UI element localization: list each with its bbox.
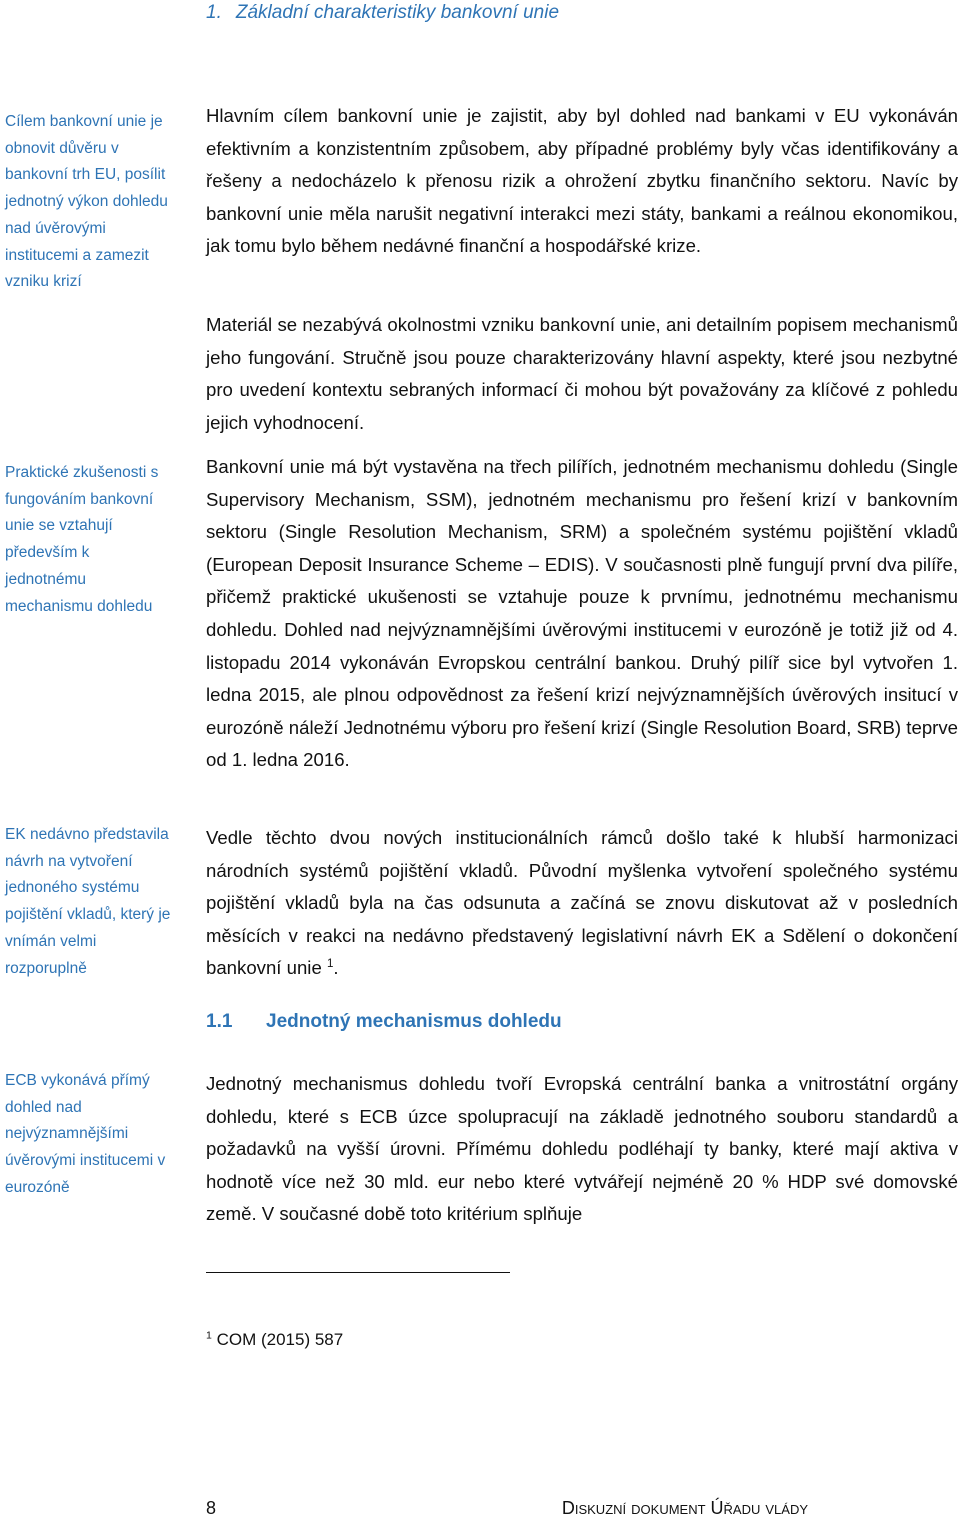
paragraph-scope: Materiál se nezabývá okolnostmi vzniku bankovní unie, ani detailním popisem mechanismů jeho fungování. Stručně jsou pouze charakterizovány hlavní aspekty, které jsou nezbytné pro uvedení kontextu sebraných informací či mohou být považovány za klíčové z pohledu jejich vyhodnocení. [206,314,958,433]
paragraph-goal: Hlavním cílem bankovní unie je zajistit, aby byl dohled nad bankami v EU vykonáván efektivním a konzistentním způsobem, aby případné problémy byly včas identifikovány a řešeny a nedocházelo k přenosu rizik a ohrožení zbytku finančního sektoru. Navíc by bankovní unie měla narušit negativní interakci mezi státy, bankami a reálnou ekonomikou, jak tomu bylo během nedávné finanční a hospodářské krize. [206,105,958,257]
footnote-mark: 1 [206,1329,212,1342]
margin-note-edis: EK nedávno představila návrh na vytvoření jednoného systému pojištění vkladů, který je vnímán velmi rozporuplně [5,826,171,977]
paragraph-pillars: Bankovní unie má být vystavěna na třech pilířích, jednotném mechanismu dohledu (Single Supervisory Mechanism, SSM), jednotném mechanismu pro řešení krizí v bankovním sektoru (Single Resolution Mechanism, SRM) a společném systému pojištění vkladů (European Deposit Insurance Scheme – EDIS). V současnosti plně fungují první dva pilíře, přičemž praktické ukušenosti se vztahuje pouze k prvnímu, jednotnému mechanismu dohledu. Dohled nad nejvýznamnějšími úvěrovými institucemi v eurozóně je totiž již od 4. listopadu 2014 vykonáván Evropskou centrální bankou. Druhý pilíř sice byl vytvořen 1. ledna 2015, ale plnou odpovědnost za řešení krizí nejvýznamnějších úvěrových insitucí v eurozóně náleží Jednotnému výboru pro řešení krizí (Single Resolution Board, SRB) teprve od 1. ledna 2016. [206,456,958,771]
footnote-separator [206,1272,510,1273]
page-number: 8 [206,1498,217,1518]
margin-note-ecb: ECB vykonává přímý dohled nad nejvýznamnějšími úvěrovými institucemi v eurozóně [5,1072,166,1196]
margin-note-experience: Praktické zkušenosti s fungováním bankovní unie se vztahují především k jednotnému mechanismu dohledu [5,464,159,615]
paragraph-end-mark: . [333,957,339,979]
subsection-number: 1.1 [206,1011,233,1032]
section-number: 1. [206,2,222,23]
subsection-title: Jednotný mechanismus dohledu [266,1011,562,1032]
paragraph-deposit-insurance-text: Vedle těchto dvou nových institucionálních rámců došlo také k hlubší harmonizaci národních systémů pojištění vkladů. Původní myšlenka vytvoření společného systému pojištění vkladů byla na čas odsunuta a začíná se znovu diskutovat až v posledních měsících v reakci na nedávno představený legislativní návrh EK a Sdělení o dokončení bankovní unie [206,827,958,979]
paragraph-deposit-insurance [206,822,958,985]
subsection-heading [206,1011,562,1033]
footnote [206,1330,343,1350]
section-heading [206,2,559,24]
footnote-text: COM (2015) 587 [216,1330,344,1349]
margin-note-goal: Cílem bankovní unie je obnovit důvěru v bankovní trh EU, posílit jednotný výkon dohledu nad úvěrovými institucemi a zamezit vzniku krizí [5,113,168,291]
footnote-reference[interactable]: 1 [326,958,334,971]
paragraph-ssm: Jednotný mechanismus dohledu tvoří Evropská centrální banka a vnitrostátní orgány dohledu, které s ECB úzce spolupracují na základě jednotného souboru standardů a požadavků na vyšší úrovni. Přímému dohledu podléhají ty banky, které mají aktiva v hodnotě více než 30 mld. eur nebo které vytvářejí nejméně 20 % HDP své domovské země. V současné době toto kritérium splňuje [206,1073,958,1225]
document-title: Diskuzní dokument Úřadu vlády [561,1498,808,1518]
section-title: Základní charakteristiky bankovní unie [235,2,560,23]
